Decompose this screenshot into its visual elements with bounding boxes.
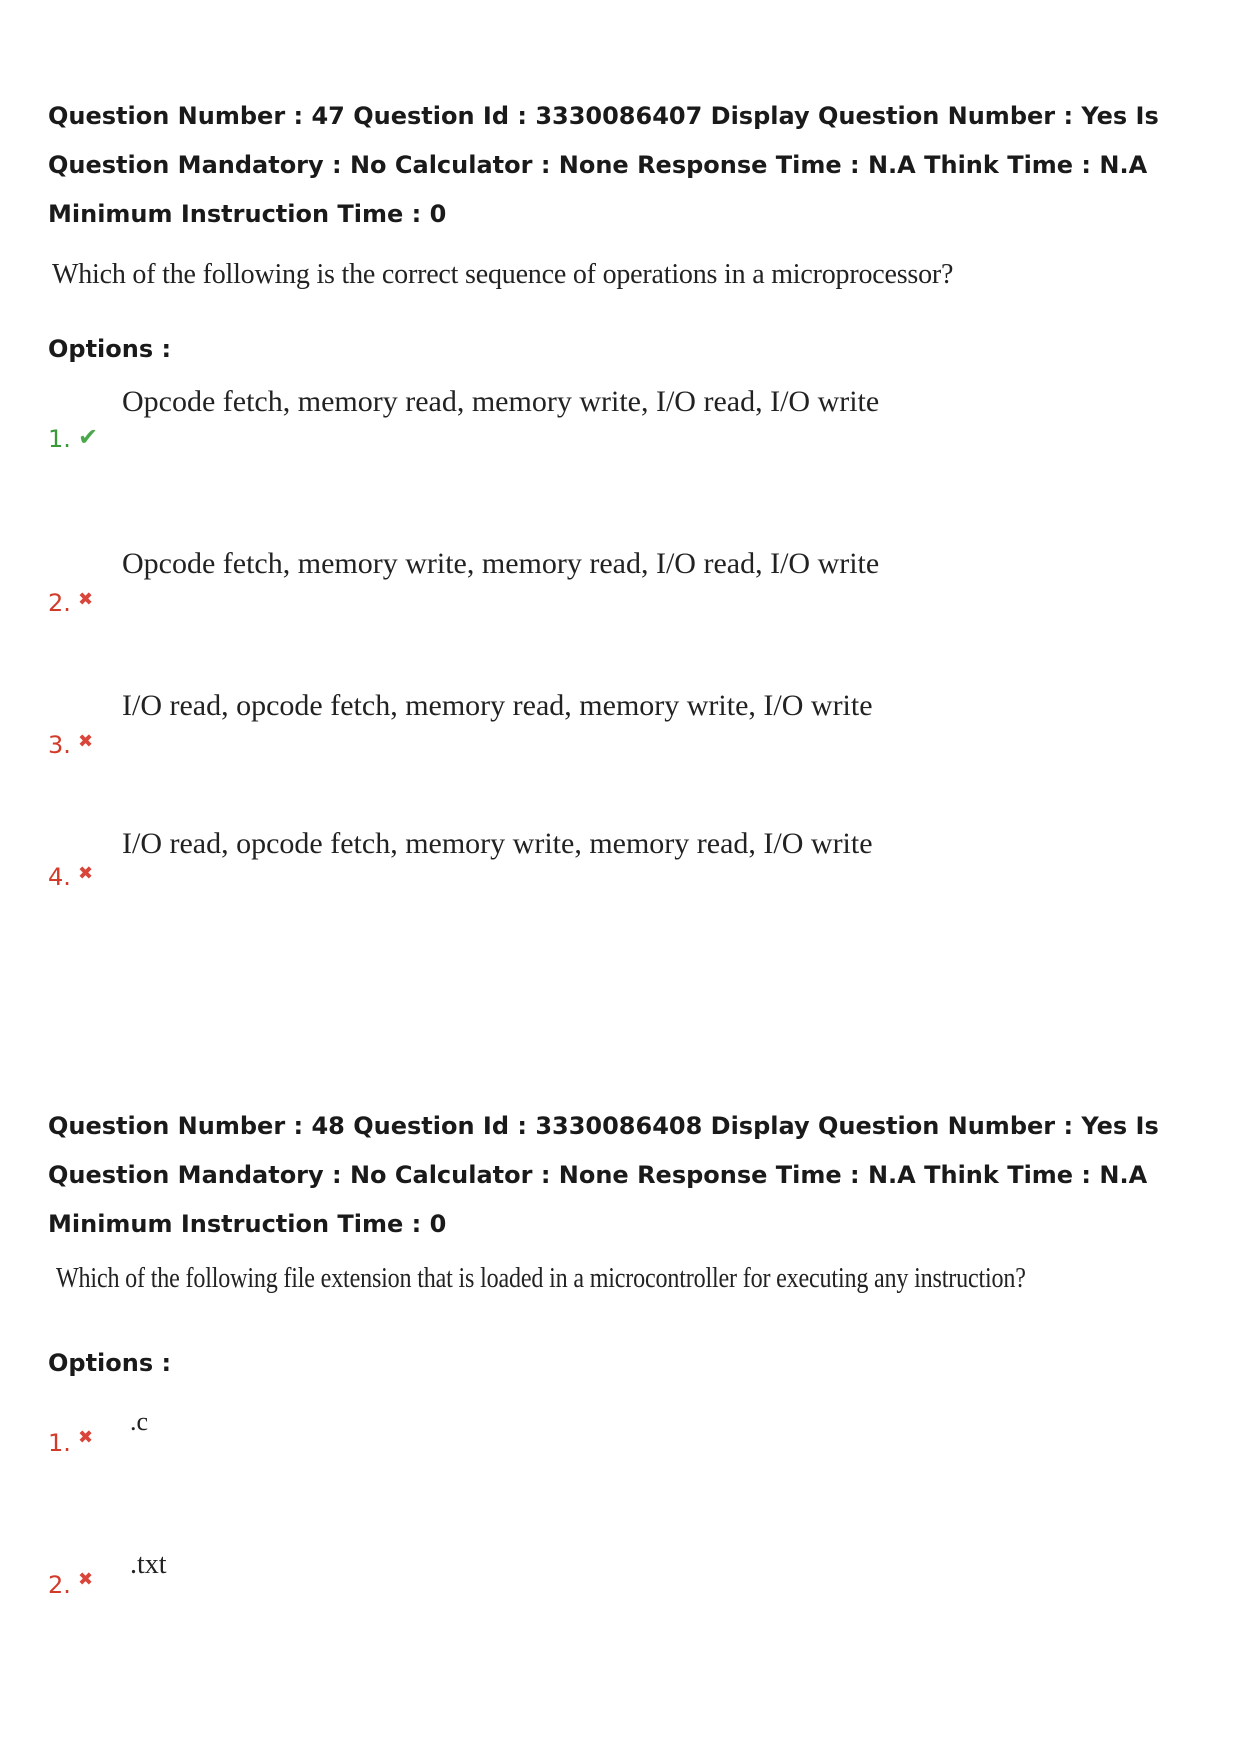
options-list [48, 385, 1208, 1033]
option-text: Opcode fetch, memory read, memory write, I/O read, I/O write [122, 385, 880, 418]
question-meta: Question Number : 47 Question Id : 3330086407 Display Question Number : Yes Is Question Mandatory : No Calculator : None Response Time : N.A Think Time : N.A Minimum Instruction Time : 0 [48, 102, 1159, 228]
question-47 [48, 92, 1208, 1033]
cross-icon: ✖ [78, 1569, 94, 1590]
option-text: Opcode fetch, memory write, memory read, I/O read, I/O write [122, 547, 880, 580]
option-number: 2. [48, 589, 71, 617]
option-text: .c [130, 1407, 149, 1436]
option-number: 3. [48, 731, 71, 759]
question-text: Which of the following file extension that is loaded in a microcontroller for executing any instruction? [56, 1263, 1026, 1294]
options-label: Options : [48, 1349, 172, 1377]
question-text: Which of the following is the correct sequence of operations in a microprocessor? [52, 259, 954, 290]
option-1[interactable] [48, 1407, 1208, 1549]
cross-icon: ✖ [78, 589, 94, 610]
question-meta: Question Number : 48 Question Id : 3330086408 Display Question Number : Yes Is Question Mandatory : No Calculator : None Response Time : N.A Think Time : N.A Minimum Instruction Time : 0 [48, 1112, 1159, 1238]
option-text: I/O read, opcode fetch, memory write, memory read, I/O write [122, 827, 873, 860]
option-number: 1. [48, 1429, 71, 1457]
option-1[interactable] [48, 385, 1208, 547]
question-48 [48, 1102, 1208, 1691]
option-number: 2. [48, 1571, 71, 1599]
option-2[interactable] [48, 1549, 1208, 1691]
option-2[interactable] [48, 547, 1208, 709]
option-number: 4. [48, 863, 71, 891]
option-text: I/O read, opcode fetch, memory read, memory write, I/O write [122, 689, 873, 722]
options-label: Options : [48, 335, 172, 363]
options-list [48, 1407, 1208, 1691]
cross-icon: ✖ [78, 731, 94, 752]
cross-icon: ✖ [78, 1427, 94, 1448]
option-text: .txt [130, 1549, 167, 1580]
check-icon: ✔ [78, 423, 99, 451]
option-4[interactable] [48, 827, 1208, 1033]
option-number: 1. [48, 425, 71, 453]
cross-icon: ✖ [78, 863, 94, 884]
